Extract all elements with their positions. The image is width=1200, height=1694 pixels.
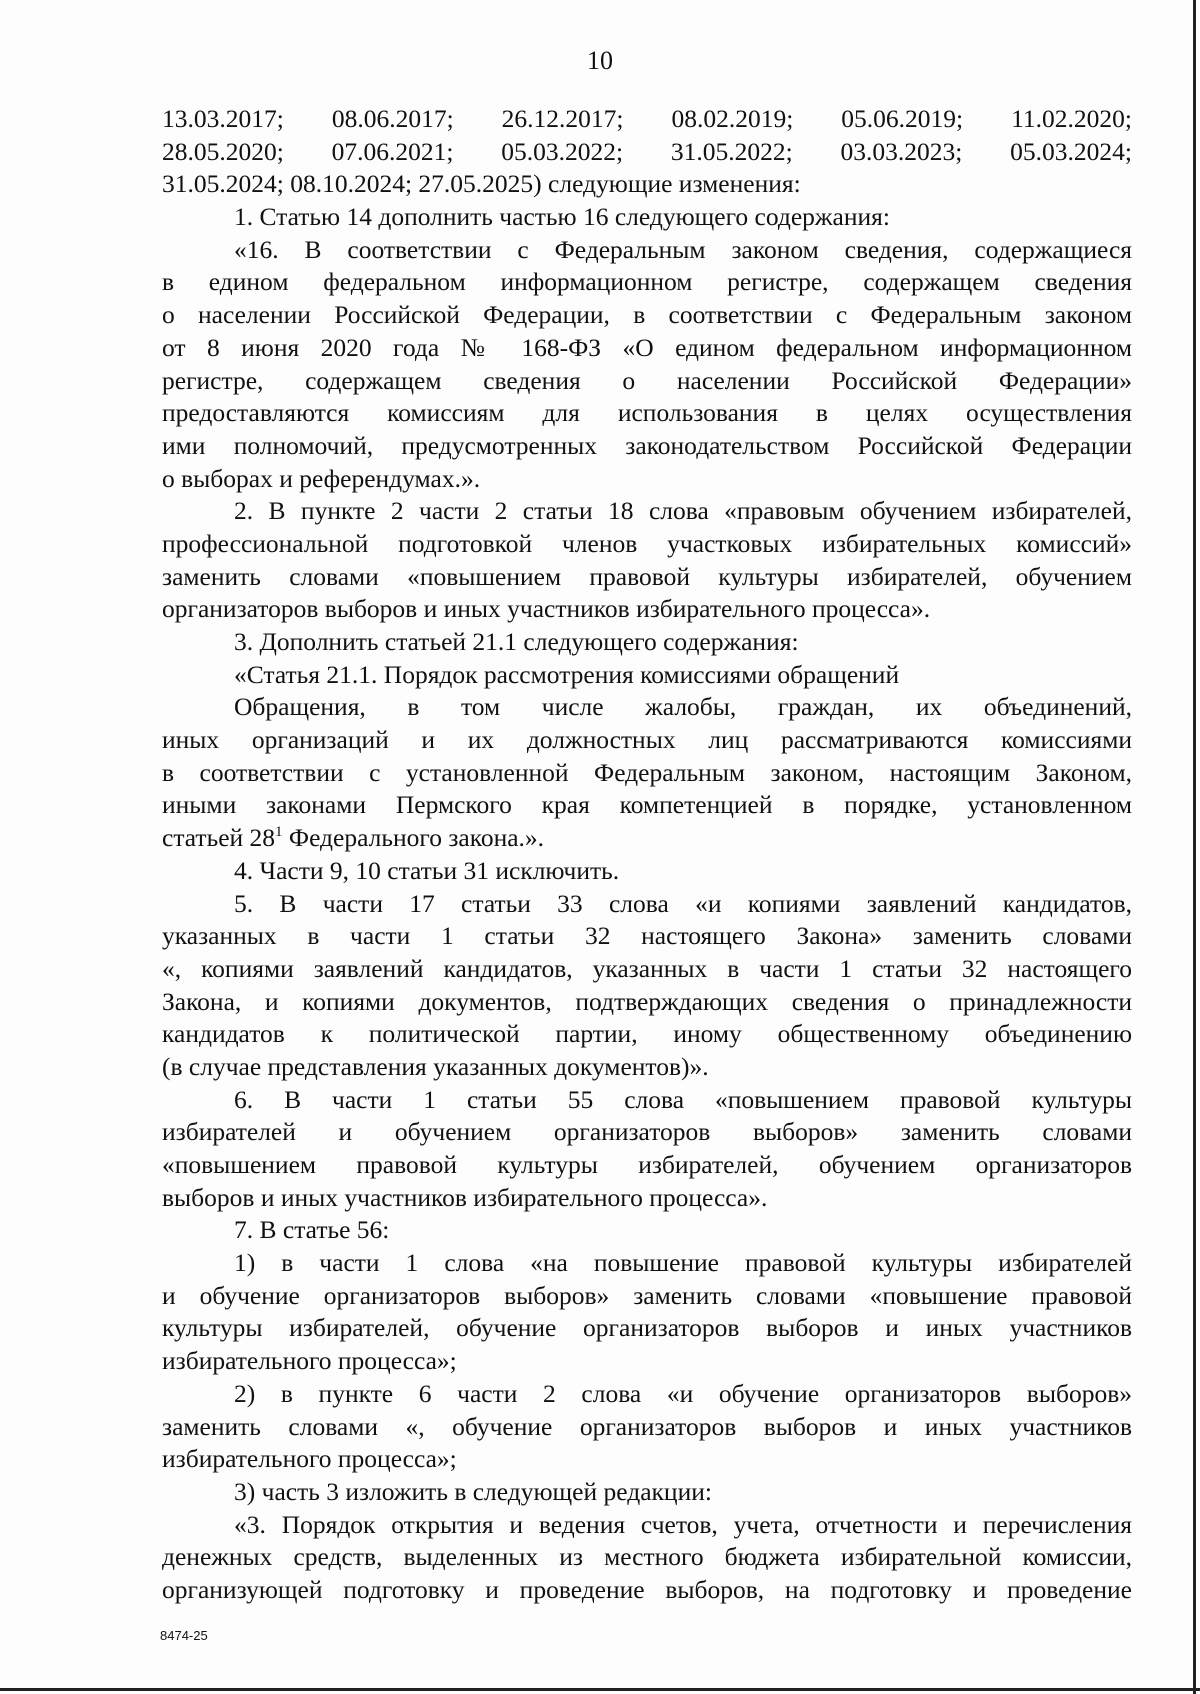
text-line: организаторов выборов и иных участников избирательного процесса». [162,594,931,624]
text-fragment: Федерального закона.». [282,823,545,853]
text-line: заменить словами «, обучение организаторов выборов и иных участников [162,1411,1132,1441]
text-line: от 8 июня 2020 года № 168-ФЗ «О едином федеральном информационном [162,332,1132,362]
text-line: в соответствии с установленной Федеральным законом, настоящим Законом, [162,757,1132,787]
text-line: Обращения, в том числе жалобы, граждан, их объединений, [234,692,1132,722]
text-line: 5. В части 17 статьи 33 слова «и копиями заявлений кандидатов, [234,888,1132,918]
text-line: 6. В части 1 статьи 55 слова «повышением правовой культуры [234,1084,1132,1114]
text-line: 31.05.2024; 08.10.2024; 27.05.2025) следующие изменения: [162,169,801,199]
text-line: иных организаций и их должностных лиц рассматриваются комиссиями [162,725,1132,755]
text-line: заменить словами «повышением правовой культуры избирателей, обучением [162,561,1132,591]
text-line: 1. Статью 14 дополнить частью 16 следующего содержания: [234,202,890,232]
text-line: кандидатов к политической партии, иному общественному объединению [162,1019,1132,1049]
text-line: ими полномочий, предусмотренных законодательством Российской Федерации [162,430,1132,460]
text-line: выборов и иных участников избирательного процесса». [162,1182,768,1212]
text-line: организующей подготовку и проведение выборов, на подготовку и проведение [162,1574,1132,1604]
text-line: 7. В статье 56: [234,1215,390,1245]
text-line: о выборах и референдумах.». [162,463,481,493]
text-line: указанных в части 1 статьи 32 настоящего Закона» заменить словами [162,921,1132,951]
text-line: «3. Порядок открытия и ведения счетов, учета, отчетности и перечисления [234,1509,1132,1539]
text-line: в едином федеральном информационном регистре, содержащем сведения [162,267,1132,297]
text-line: предоставляются комиссиям для использования в целях осуществления [162,398,1132,428]
text-line: о населении Российской Федерации, в соответствии с Федеральным законом [162,300,1132,330]
text-line: избирательного процесса»; [162,1346,457,1376]
document-body [162,103,1132,1607]
document-code: 8474-25 [160,1628,208,1643]
text-line: избирателей и обучением организаторов выборов» заменить словами [162,1117,1132,1147]
text-line: 1) в части 1 слова «на повышение правовой культуры избирателей [234,1248,1132,1278]
superscript: 1 [275,824,283,841]
text-line: 3. Дополнить статьей 21.1 следующего содержания: [234,627,799,656]
page-number: 10 [587,46,613,75]
text-line: 3) часть 3 изложить в следующей редакции: [234,1476,712,1506]
text-line: 13.03.2017; 08.06.2017; 26.12.2017; 08.02.2019; 05.06.2019; 11.02.2020; [162,104,1132,133]
text-line [162,822,1132,855]
text-line: и обучение организаторов выборов» заменить словами «повышение правовой [162,1280,1132,1310]
text-line: избирательного процесса»; [162,1444,457,1474]
text-line: 2) в пункте 6 части 2 слова «и обучение организаторов выборов» [234,1378,1132,1408]
scan-border-bottom [0,1688,1200,1691]
text-line: 28.05.2020; 07.06.2021; 05.03.2022; 31.05.2022; 03.03.2023; 05.03.2024; [162,136,1132,166]
text-line: 2. В пункте 2 части 2 статьи 18 слова «правовым обучением избирателей, [234,496,1132,526]
text-line: «16. В соответствии с Федеральным законом сведения, содержащиеся [234,234,1132,264]
text-line: денежных средств, выделенных из местного бюджета избирательной комиссии, [162,1542,1132,1572]
text-line: (в случае представления указанных документов)». [162,1051,709,1081]
text-line: культуры избирателей, обучение организаторов выборов и иных участников [162,1313,1132,1343]
text-line: «повышением правовой культуры избирателей, обучением организаторов [162,1150,1132,1179]
text-fragment: статьей 28 [162,823,276,853]
text-line: иными законами Пермского края компетенцией в порядке, установленном [162,790,1132,820]
text-line: регистре, содержащем сведения о населении Российской Федерации» [162,365,1132,395]
text-line: профессиональной подготовкой членов участковых избирательных комиссий» [162,528,1132,558]
text-line: «, копиями заявлений кандидатов, указанных в части 1 статьи 32 настоящего [162,953,1132,983]
text-line: 4. Части 9, 10 статьи 31 исключить. [234,855,620,885]
text-line: Закона, и копиями документов, подтверждающих сведения о принадлежности [162,986,1132,1016]
scan-border-right [1193,0,1196,1694]
text-line: «Статья 21.1. Порядок рассмотрения комиссиями обращений [234,659,900,689]
